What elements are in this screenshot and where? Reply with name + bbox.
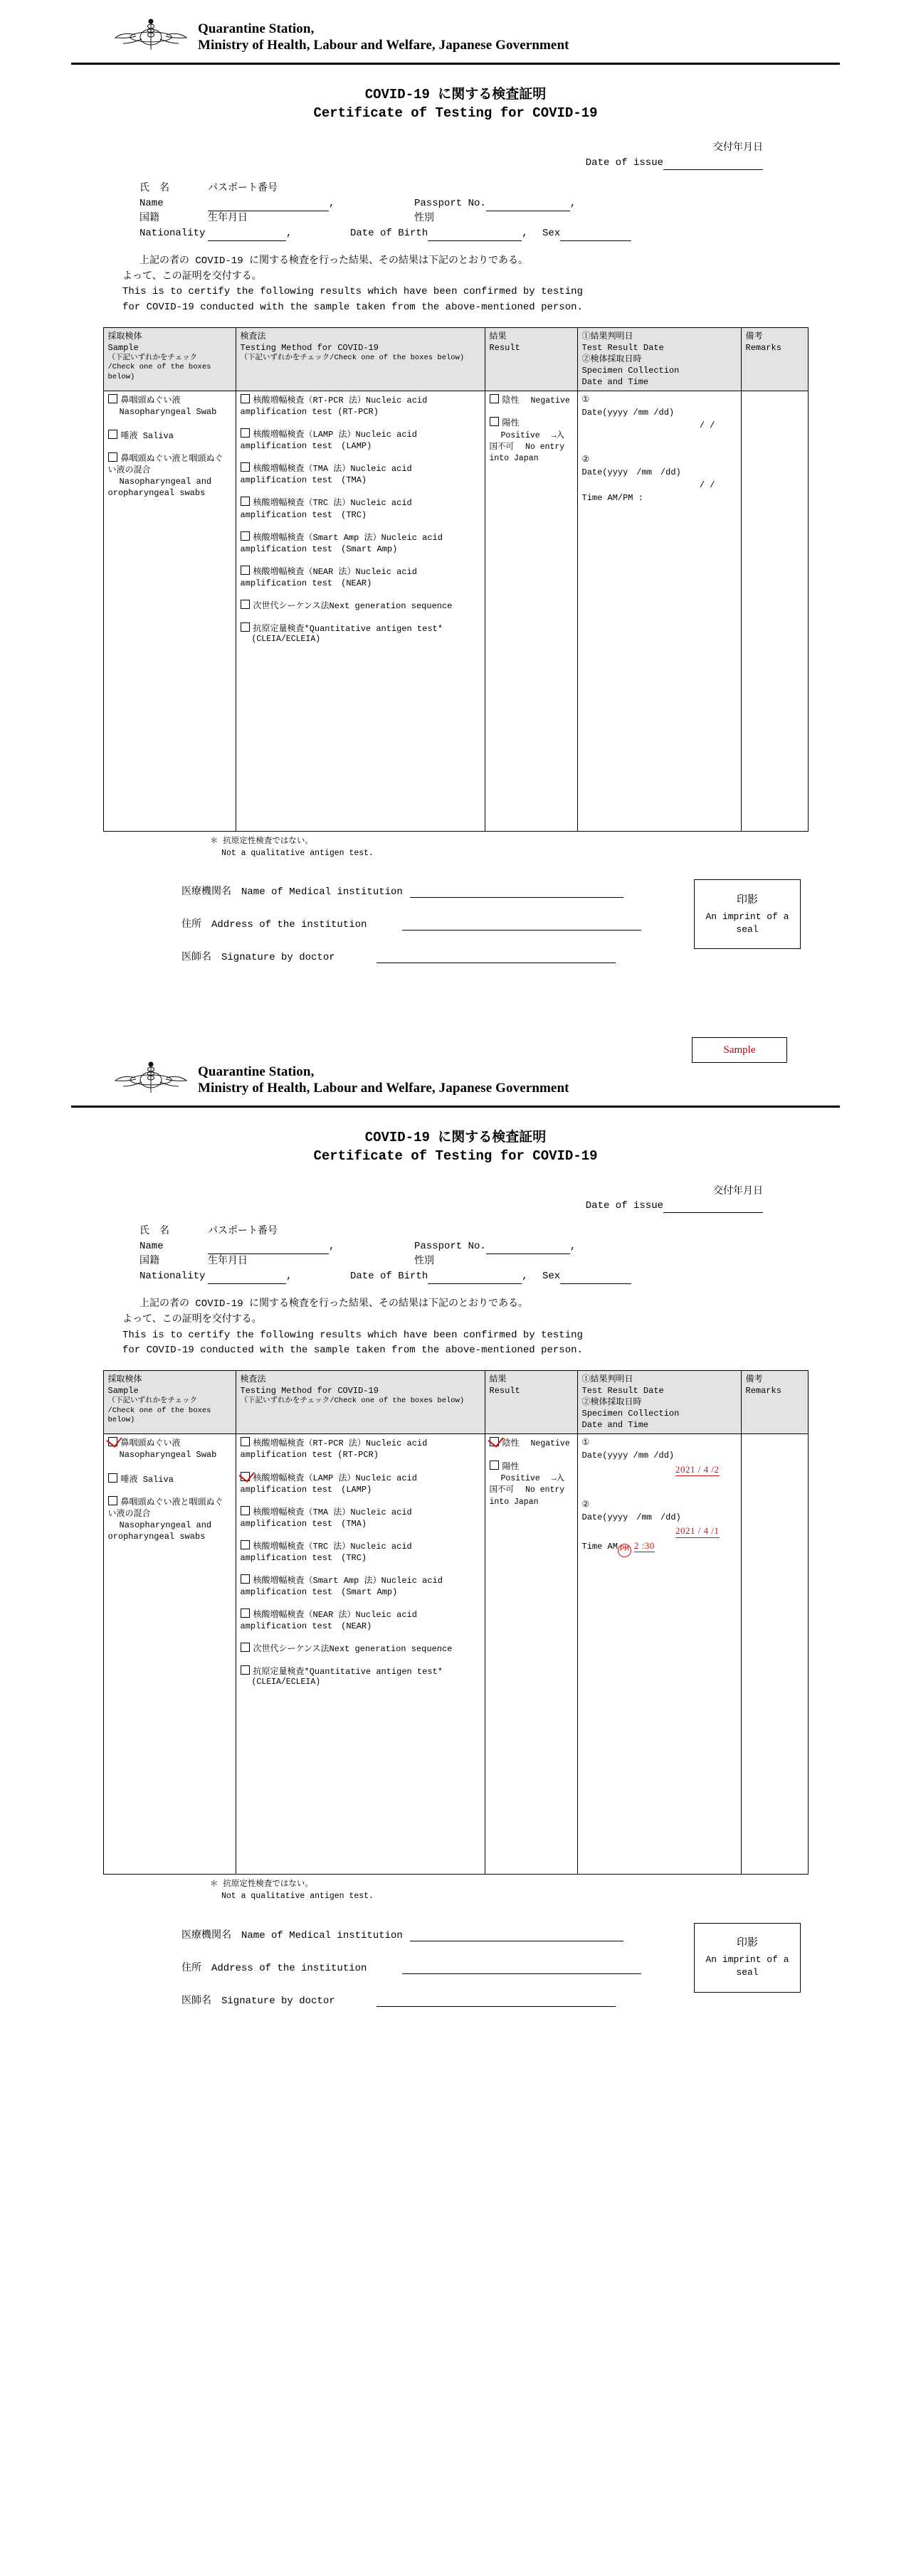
header-collection-en: Specimen Collection <box>581 1409 680 1419</box>
method-label-jp-0: 核酸増幅検査（RT-PCR 法） <box>253 1438 366 1449</box>
address-field[interactable] <box>402 1963 641 1974</box>
header-remarks-jp: 備考 <box>745 331 763 341</box>
sample-option-2[interactable] <box>108 1496 231 1542</box>
address-field[interactable] <box>402 920 641 931</box>
sample-option-0[interactable] <box>108 394 231 418</box>
header-result-date-jp: ①結果判明日 <box>581 1374 633 1384</box>
passport-label-jp: パスポート番号 <box>208 182 278 194</box>
statement-en-1: This is to certify the following results which have been confirmed by testing <box>122 286 583 298</box>
method-label-jp-0: 核酸増幅検査（RT-PCR 法） <box>253 396 366 406</box>
name-comma: , <box>329 197 335 209</box>
header-sample-jp: 採取検体 <box>107 331 142 341</box>
sample-label-en-0: Nasopharyngeal Swab <box>119 407 217 418</box>
issuing-authority <box>198 21 569 53</box>
checkbox-method-lamp[interactable] <box>241 1472 250 1481</box>
sample-label-en-2: Nasopharyngeal and oropharyngeal swabs <box>107 1520 212 1542</box>
institution-field[interactable] <box>410 887 623 899</box>
method-label-en-6: Next generation sequence <box>329 600 453 611</box>
issuing-authority-sample <box>198 1064 569 1096</box>
method-label-jp-6: 次世代シーケンス法 <box>253 600 330 611</box>
header-remarks-jp: 備考 <box>745 1374 763 1384</box>
title-en: Certificate of Testing for COVID-19 <box>313 1148 598 1164</box>
header-collection-en2: Date and Time <box>581 376 649 387</box>
address-label-jp: 住所 <box>181 919 201 931</box>
result-label-en-0: Negative <box>530 396 570 406</box>
checkbox-method-lamp[interactable] <box>241 428 250 438</box>
institution-label-en: Name of Medical institution <box>241 1929 403 1941</box>
method-label-jp-3: 核酸増幅検査（TRC 法） <box>253 498 351 509</box>
checkbox-result-positive[interactable] <box>490 1461 499 1470</box>
header-dates <box>577 327 741 391</box>
sex-field[interactable] <box>560 230 631 241</box>
nationality-comma: , <box>286 227 293 239</box>
collection-date-value[interactable]: 2021 / 4 /1 <box>675 1525 719 1537</box>
signature-block-sample <box>103 1927 808 2007</box>
seal-label-en2: seal <box>736 1967 759 1978</box>
sample-label-en-2: Nasopharyngeal and oropharyngeal swabs <box>107 477 212 499</box>
date-cell <box>577 391 741 832</box>
nationality-label-jp: 国籍 <box>139 212 159 224</box>
method-label-en-2: Nucleic acid amplification test (TMA) <box>240 464 412 486</box>
checkbox-sample-nasopharyngeal-swab[interactable] <box>108 394 117 403</box>
header-result-jp: 結果 <box>489 1374 507 1384</box>
method-option-1[interactable] <box>241 1472 480 1495</box>
header-method-note: （下記いずれかをチェック/Check one of the boxes below) <box>240 1396 465 1406</box>
result-date-marker: ① <box>581 395 590 406</box>
header-result-date-en: Test Result Date <box>581 342 664 353</box>
method-option-5[interactable] <box>241 1608 480 1632</box>
collection-date-marker: ② <box>581 455 590 465</box>
collection-date-format: Date(yyyy /mm /dd) <box>581 1512 681 1523</box>
name-label-jp: 氏 名 <box>139 1226 169 1238</box>
checkbox-result-positive[interactable] <box>490 417 499 426</box>
header-sample-note-en: /Check one of the boxes below) <box>107 363 211 381</box>
header-result-date-en: Test Result Date <box>581 1386 664 1396</box>
test-result-table-sample <box>103 1370 809 1875</box>
title-jp: COVID-19 に関する検査証明 <box>364 87 547 102</box>
checkbox-method-tma[interactable] <box>241 462 250 472</box>
passport-label-en: Passport No. <box>414 197 486 209</box>
seal-box <box>694 1923 801 1993</box>
nationality-label-en: Nationality <box>139 227 206 239</box>
statement-en-1: This is to certify the following results which have been confirmed by testing <box>122 1329 583 1341</box>
method-label-jp-2: 核酸増幅検査（TMA 法） <box>253 464 351 475</box>
result-date-format: Date(yyyy /mm /dd) <box>581 1451 675 1461</box>
header-remarks-en: Remarks <box>745 342 781 353</box>
method-option-4[interactable] <box>241 1574 480 1598</box>
checkbox-result-negative[interactable] <box>490 1437 499 1446</box>
page-separator <box>0 982 911 1043</box>
doctor-label-en: Signature by doctor <box>221 1995 335 2007</box>
result-label-jp-1: 陽性 <box>502 1461 520 1472</box>
sample-label-jp-2: 鼻咽頭ぬぐい液と咽頭ぬぐい液の混合 <box>107 1497 223 1519</box>
sample-badge <box>692 1037 787 1063</box>
name-field[interactable] <box>208 200 329 211</box>
method-label-jp-7: 抗原定量検査* <box>253 1667 310 1677</box>
caduceus-emblem-icon <box>114 17 188 57</box>
address-label-en: Address of the institution <box>211 919 367 931</box>
method-option-2[interactable] <box>241 462 480 486</box>
result-no-entry-jp: →入国不可 <box>489 430 565 452</box>
passport-field[interactable] <box>486 200 570 211</box>
method-label-en-6: Next generation sequence <box>329 1644 453 1655</box>
signature-block <box>103 884 808 963</box>
header-dates <box>577 1370 741 1433</box>
name-label-en: Name <box>139 1241 164 1253</box>
passport-label-en: Passport No. <box>414 1241 486 1253</box>
page-title-sample <box>71 1129 840 1165</box>
seal-label-jp: 印影 <box>736 894 758 906</box>
footnote-jp: ＊ 抗原定性検査ではない。 <box>210 1880 313 1889</box>
authority-line-2: Ministry of Health, Labour and Welfare, Japanese Government <box>198 38 569 53</box>
method-option-0[interactable] <box>241 394 480 418</box>
checkbox-method-trc[interactable] <box>241 497 250 506</box>
header-result-en: Result <box>489 1386 520 1396</box>
header-method-jp: 検査法 <box>240 331 266 341</box>
method-option-2[interactable] <box>241 1506 480 1530</box>
sample-options-cell <box>103 1434 236 1875</box>
header-sample <box>103 1370 236 1433</box>
result-date-value[interactable]: 2021 / 4 /2 <box>675 1463 719 1476</box>
sample-option-1[interactable] <box>108 430 231 442</box>
time-ampm-selected[interactable]: PM <box>618 1544 631 1557</box>
sample-label-jp-0: 鼻咽頭ぬぐい液 <box>120 396 181 406</box>
header-collection-jp: ②検体採取日時 <box>581 354 642 364</box>
header-method-note: （下記いずれかをチェック/Check one of the boxes below) <box>240 353 465 362</box>
method-option-1[interactable] <box>241 428 480 452</box>
statement-jp-1: 上記の者の COVID-19 に関する検査を行った結果、その結果は下記のとおりである。 <box>139 1298 529 1310</box>
method-label-en-3: Nucleic acid amplification test (TRC) <box>240 498 412 520</box>
dob-label-en: Date of Birth <box>350 227 428 239</box>
header-sample-note-en: /Check one of the boxes below) <box>107 1406 211 1425</box>
method-option-7[interactable] <box>241 622 480 645</box>
dob-label-jp: 生年月日 <box>208 212 248 224</box>
checkbox-result-negative[interactable] <box>490 394 499 403</box>
issue-date-field[interactable] <box>663 1202 763 1214</box>
sample-label-jp-1: 唾液 Saliva <box>120 1474 174 1485</box>
title-jp: COVID-19 に関する検査証明 <box>364 1130 547 1146</box>
address-label-jp: 住所 <box>181 1962 201 1974</box>
header-result <box>485 327 577 391</box>
checkbox-method-next-generation-sequence[interactable] <box>241 600 250 609</box>
method-option-5[interactable] <box>241 566 480 589</box>
collection-time-row[interactable]: Time AM PM 2 :30 <box>582 1539 737 1557</box>
method-label-jp-5: 核酸増幅検査（NEAR 法） <box>253 566 356 577</box>
result-no-entry-en: No entry into Japan <box>489 1485 565 1507</box>
method-label-jp-1: 核酸増幅検査（LAMP 法） <box>253 430 356 440</box>
result-label-en-0: Negative <box>530 1439 570 1449</box>
method-option-3[interactable] <box>241 497 480 520</box>
checkbox-method-quantitative-antigen[interactable] <box>241 1665 250 1675</box>
issue-date-label-en: Date of issue <box>585 157 663 169</box>
result-options-cell <box>485 1434 577 1875</box>
institution-label-jp: 医療機関名 <box>181 886 231 899</box>
method-label-en-5: Nucleic acid amplification test (NEAR) <box>240 566 417 588</box>
authority-line-1: Quarantine Station, <box>198 21 315 36</box>
sample-option-0[interactable] <box>108 1437 231 1461</box>
seal-label-en2: seal <box>736 923 759 935</box>
method-option-4[interactable] <box>241 531 480 555</box>
method-label-jp-7: 抗原定量検査* <box>253 624 310 635</box>
checkbox-method-next-generation-sequence[interactable] <box>241 1643 250 1652</box>
result-option-negative[interactable] <box>490 1437 573 1449</box>
result-option-positive[interactable] <box>490 1461 573 1507</box>
doctor-signature-field[interactable] <box>376 953 616 964</box>
identity-block <box>71 181 840 241</box>
certificate-page-blank <box>0 0 911 963</box>
method-options-cell <box>236 1434 485 1875</box>
method-option-3[interactable] <box>241 1540 480 1564</box>
collection-date-format: Date(yyyy /mm /dd) <box>581 467 681 478</box>
collection-time-field[interactable]: Time AM/PM : <box>581 493 643 504</box>
method-label-en-0: Nucleic acid amplification test (RT-PCR) <box>240 396 428 418</box>
identity-block-sample <box>71 1224 840 1284</box>
header-method-en: Testing Method for COVID-19 <box>240 342 379 353</box>
result-label-en-1: Positive <box>500 1473 540 1483</box>
method-label-en-0: Nucleic acid amplification test (RT-PCR) <box>240 1438 428 1461</box>
doctor-label-jp: 医師名 <box>181 952 211 964</box>
header-result <box>485 1370 577 1433</box>
issue-date-label-jp: 交付年月日 <box>713 142 763 154</box>
result-options-cell <box>485 391 577 832</box>
dob-field[interactable] <box>428 1273 522 1285</box>
result-label-jp-0: 陰性 <box>502 396 520 406</box>
result-label-en-1: Positive <box>500 430 540 440</box>
collection-date-marker: ② <box>581 1499 590 1510</box>
result-label-jp-0: 陰性 <box>502 1438 520 1449</box>
certificate-page-sample <box>0 1043 911 2006</box>
statement-jp-2: よって、この証明を交付する。 <box>122 270 262 282</box>
checkbox-method-trc[interactable] <box>241 1540 250 1549</box>
header-sample-jp: 採取検体 <box>107 1374 142 1384</box>
doctor-row <box>103 949 808 963</box>
collection-date-field[interactable]: / / <box>699 480 715 491</box>
sample-label-en-0: Nasopharyngeal Swab <box>119 1450 217 1461</box>
sample-label-jp-2: 鼻咽頭ぬぐい液と咽頭ぬぐい液の混合 <box>107 454 223 476</box>
sex-label-en: Sex <box>542 1271 561 1283</box>
method-label-jp-1: 核酸増幅検査（LAMP 法） <box>253 1473 356 1483</box>
remarks-cell[interactable] <box>741 391 808 832</box>
authority-line-1: Quarantine Station, <box>198 1064 315 1080</box>
footnote-block <box>103 836 808 859</box>
sample-label-jp-0: 鼻咽頭ぬぐい液 <box>120 1438 181 1449</box>
header-sample-note-jp: （下記いずれかをチェック <box>107 1396 198 1406</box>
sample-option-1[interactable] <box>108 1473 231 1485</box>
sex-field[interactable] <box>560 1273 631 1285</box>
dob-comma: , <box>522 1271 528 1283</box>
result-option-negative[interactable] <box>490 394 573 406</box>
footnote-en: Not a qualitative antigen test. <box>221 848 374 858</box>
footnote-jp: ＊ 抗原定性検査ではない。 <box>210 837 313 847</box>
institution-field[interactable] <box>410 1930 623 1941</box>
nationality-label-jp: 国籍 <box>139 1256 159 1268</box>
checkbox-method-near[interactable] <box>241 566 250 575</box>
passport-comma: , <box>569 197 576 209</box>
method-label-en-4: Nucleic acid amplification test (Smart Amp) <box>240 532 443 554</box>
header-sample <box>103 327 236 391</box>
seal-label-jp: 印影 <box>736 1937 758 1950</box>
institution-label-jp: 医療機関名 <box>181 1929 231 1941</box>
issue-date-field[interactable] <box>663 159 763 170</box>
seal-box <box>694 879 801 949</box>
method-label-en-7: Quantitative antigen test* <box>309 1667 443 1677</box>
passport-field[interactable] <box>486 1244 570 1255</box>
institution-label-en: Name of Medical institution <box>241 886 403 899</box>
checkbox-sample-nasopharyngeal-swab[interactable] <box>108 1437 117 1446</box>
statement-block-sample <box>71 1297 840 1359</box>
passport-comma: , <box>569 1241 576 1253</box>
method-label-en-2: Nucleic acid amplification test (TMA) <box>240 1507 412 1529</box>
checkbox-method-near[interactable] <box>241 1608 250 1618</box>
dob-label-jp: 生年月日 <box>208 1256 248 1268</box>
checkbox-method-smart-amp[interactable] <box>241 531 250 541</box>
doctor-label-jp: 医師名 <box>181 1995 211 2007</box>
header-sample-note-jp: （下記いずれかをチェック <box>107 353 198 362</box>
result-no-entry-en: No entry into Japan <box>489 442 565 464</box>
checkbox-sample-saliva[interactable] <box>108 1473 117 1483</box>
header-sample-en: Sample <box>107 1386 139 1396</box>
method-option-6[interactable] <box>241 1643 480 1655</box>
caduceus-emblem-icon <box>114 1060 188 1100</box>
method-option-6[interactable] <box>241 600 480 612</box>
header-result-jp: 結果 <box>489 331 507 341</box>
method-label-jp-6: 次世代シーケンス法 <box>253 1644 330 1655</box>
header-collection-jp: ②検体採取日時 <box>581 1397 642 1408</box>
method-label-jp-4: 核酸増幅検査（Smart Amp 法） <box>253 532 381 543</box>
method-label-en-5: Nucleic acid amplification test (NEAR) <box>240 1610 417 1632</box>
nationality-field[interactable] <box>208 230 286 241</box>
passport-label-jp: パスポート番号 <box>208 1226 278 1238</box>
method-label-en2-7: (CLEIA/ECLEIA) <box>251 635 321 645</box>
footnote-en: Not a qualitative antigen test. <box>221 1892 374 1902</box>
nationality-comma: , <box>286 1271 293 1283</box>
name-label-en: Name <box>139 197 164 209</box>
collection-time-value[interactable]: 2 :30 <box>634 1539 655 1552</box>
statement-en-2: for COVID-19 conducted with the sample taken from the above-mentioned person. <box>122 301 583 313</box>
doctor-row <box>103 1993 808 2007</box>
method-option-0[interactable] <box>241 1437 480 1461</box>
footnote-block-sample <box>103 1879 808 1902</box>
header-remarks-en: Remarks <box>745 1386 781 1396</box>
statement-en-2: for COVID-19 conducted with the sample taken from the above-mentioned person. <box>122 1345 583 1357</box>
dob-comma: , <box>522 227 528 239</box>
method-label-jp-3: 核酸増幅検査（TRC 法） <box>253 1541 351 1552</box>
statement-jp-2: よって、この証明を交付する。 <box>122 1313 262 1325</box>
sample-badge-label: Sample <box>723 1044 756 1056</box>
page-title <box>71 86 840 122</box>
dob-field[interactable] <box>428 230 522 241</box>
checkbox-method-quantitative-antigen[interactable] <box>241 622 250 632</box>
method-label-en-4: Nucleic acid amplification test (Smart Amp) <box>240 1576 443 1598</box>
sex-label-jp: 性別 <box>414 1256 434 1268</box>
test-result-table <box>103 327 809 832</box>
result-date-format: Date(yyyy /mm /dd) <box>581 408 675 418</box>
seal-label-en1: An imprint of a <box>705 1954 789 1966</box>
header-method-jp: 検査法 <box>240 1374 266 1384</box>
sex-label-en: Sex <box>542 227 561 239</box>
issue-date-label-jp: 交付年月日 <box>713 1185 763 1197</box>
checkbox-method-smart-amp[interactable] <box>241 1574 250 1584</box>
checkbox-method-rt-pcr[interactable] <box>241 394 250 403</box>
result-no-entry-jp: →入国不可 <box>489 1473 565 1495</box>
header-result-en: Result <box>489 342 520 353</box>
document-header-sample <box>71 1044 840 1108</box>
header-collection-en: Specimen Collection <box>581 365 680 376</box>
issue-date-block-sample <box>71 1184 840 1214</box>
method-label-en-7: Quantitative antigen test* <box>309 624 443 635</box>
header-collection-en2: Date and Time <box>581 1420 649 1431</box>
method-label-jp-5: 核酸増幅検査（NEAR 法） <box>253 1610 356 1621</box>
remarks-cell[interactable] <box>741 1434 808 1875</box>
title-en: Certificate of Testing for COVID-19 <box>313 105 598 121</box>
date-cell-sample <box>577 1434 741 1875</box>
name-field[interactable] <box>208 1244 329 1255</box>
authority-line-2: Ministry of Health, Labour and Welfare, Japanese Government <box>198 1081 569 1096</box>
doctor-label-en: Signature by doctor <box>221 952 335 964</box>
address-label-en: Address of the institution <box>211 1962 367 1974</box>
method-label-en-3: Nucleic acid amplification test (TRC) <box>240 1541 412 1563</box>
method-option-7[interactable] <box>241 1665 480 1688</box>
method-label-jp-4: 核酸増幅検査（Smart Amp 法） <box>253 1576 381 1586</box>
dob-label-en: Date of Birth <box>350 1271 428 1283</box>
header-remarks <box>741 1370 808 1433</box>
sample-label-jp-1: 唾液 Saliva <box>120 431 174 442</box>
header-method <box>236 327 485 391</box>
header-method-en: Testing Method for COVID-19 <box>240 1386 379 1396</box>
result-date-field[interactable]: / / <box>699 420 715 431</box>
header-method <box>236 1370 485 1433</box>
issue-date-block <box>71 141 840 170</box>
sex-label-jp: 性別 <box>414 212 434 224</box>
checkbox-method-rt-pcr[interactable] <box>241 1437 250 1446</box>
issue-date-label-en: Date of issue <box>585 1199 663 1212</box>
name-comma: , <box>329 1241 335 1253</box>
result-option-positive[interactable] <box>490 417 573 464</box>
result-label-jp-1: 陽性 <box>502 418 520 429</box>
statement-jp-1: 上記の者の COVID-19 に関する検査を行った結果、その結果は下記のとおりである。 <box>139 255 529 267</box>
statement-block <box>71 254 840 316</box>
seal-label-en1: An imprint of a <box>705 911 789 922</box>
method-label-en2-7: (CLEIA/ECLEIA) <box>251 1677 321 1687</box>
checkbox-sample-naso-oropharyngeal[interactable] <box>108 1496 117 1505</box>
nationality-label-en: Nationality <box>139 1271 206 1283</box>
sample-options-cell <box>103 391 236 832</box>
method-options-cell <box>236 391 485 832</box>
name-label-jp: 氏 名 <box>139 182 169 194</box>
header-result-date-jp: ①結果判明日 <box>581 331 633 341</box>
doctor-signature-field[interactable] <box>376 1995 616 2007</box>
method-label-en-1: Nucleic acid amplification test (LAMP) <box>240 430 417 452</box>
method-label-jp-2: 核酸増幅検査（TMA 法） <box>253 1507 351 1517</box>
sample-option-2[interactable] <box>108 452 231 499</box>
result-date-marker: ① <box>581 1438 590 1448</box>
document-header <box>71 13 840 65</box>
nationality-field[interactable] <box>208 1273 286 1285</box>
header-sample-en: Sample <box>107 342 139 353</box>
method-label-en-1: Nucleic acid amplification test (LAMP) <box>240 1473 417 1495</box>
checkbox-method-tma[interactable] <box>241 1506 250 1515</box>
header-remarks <box>741 327 808 391</box>
checkbox-sample-saliva[interactable] <box>108 430 117 439</box>
checkbox-sample-naso-oropharyngeal[interactable] <box>108 452 117 462</box>
